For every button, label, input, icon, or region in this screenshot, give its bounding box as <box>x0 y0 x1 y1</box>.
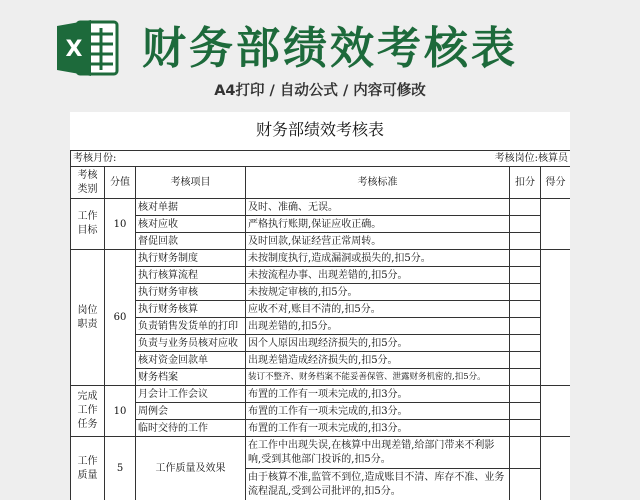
item-cell: 临时交待的工作 <box>136 420 246 437</box>
table-row <box>71 199 571 216</box>
score-cell: 60 <box>105 250 136 386</box>
deduct-cell[interactable] <box>510 284 541 301</box>
document-sheet <box>70 112 570 500</box>
header-result: 得分 <box>541 167 570 199</box>
category-cell: 工作目标 <box>71 199 105 250</box>
deduct-cell[interactable] <box>510 369 541 386</box>
category-cell: 工作质量 <box>71 437 105 500</box>
item-cell: 负责销售发货单的打印 <box>136 318 246 335</box>
header-deduct: 扣分 <box>510 167 541 199</box>
deduct-cell[interactable] <box>510 386 541 403</box>
table-row <box>71 216 571 233</box>
deduct-cell[interactable] <box>510 437 541 469</box>
standard-cell: 布置的工作有一项未完成的,扣3分。 <box>246 403 510 420</box>
table-row <box>71 403 571 420</box>
item-cell: 执行财务制度 <box>136 250 246 267</box>
month-label: 考核月份: <box>71 151 246 167</box>
table-row <box>71 267 571 284</box>
item-cell: 工作质量及效果 <box>136 437 246 500</box>
banner-title: 财务部绩效考核表 <box>142 23 518 74</box>
standard-cell: 由于核算不准,监管不到位,造成账目不清、库存不准、业务流程混乱,受到公司批评的,扣5分。 <box>246 469 510 500</box>
standard-cell: 严格执行账期,保证应收正确。 <box>246 216 510 233</box>
table-row <box>71 318 571 335</box>
result-cell[interactable] <box>541 386 570 437</box>
table-row <box>71 420 571 437</box>
document-title: 财务部绩效考核表 <box>255 120 384 139</box>
item-cell: 月会计工作会议 <box>136 386 246 403</box>
category-cell: 完成工作任务 <box>71 386 105 437</box>
standard-cell: 在工作中出现失误,在核算中出现差错,给部门带来不利影响,受到其他部门投诉的,扣5分。 <box>246 437 510 469</box>
standard-cell: 未按规定审核的,扣5分。 <box>246 284 510 301</box>
table-row <box>71 352 571 369</box>
deduct-cell[interactable] <box>510 352 541 369</box>
deduct-cell[interactable] <box>510 301 541 318</box>
table-row <box>71 233 571 250</box>
table-row <box>71 301 571 318</box>
score-cell: 10 <box>105 386 136 437</box>
item-cell: 核对单据 <box>136 199 246 216</box>
score-cell: 10 <box>105 199 136 250</box>
item-cell: 周例会 <box>136 403 246 420</box>
standard-cell: 未按制度执行,造成漏洞或损失的,扣5分。 <box>246 250 510 267</box>
deduct-cell[interactable] <box>510 267 541 284</box>
item-cell: 财务档案 <box>136 369 246 386</box>
deduct-cell[interactable] <box>510 233 541 250</box>
deduct-cell[interactable] <box>510 403 541 420</box>
standard-cell: 因个人原因出现经济损失的,扣5分。 <box>246 335 510 352</box>
standard-cell: 应收不对,账目不清的,扣5分。 <box>246 301 510 318</box>
result-cell[interactable] <box>541 199 570 250</box>
item-cell: 核对资金回款单 <box>136 352 246 369</box>
item-cell: 执行财务审核 <box>136 284 246 301</box>
table-row <box>71 284 571 301</box>
category-cell: 岗位职责 <box>71 250 105 386</box>
standard-cell: 及时、准确、无误。 <box>246 199 510 216</box>
standard-cell: 出现差错的,扣5分。 <box>246 318 510 335</box>
deduct-cell[interactable] <box>510 420 541 437</box>
deduct-cell[interactable] <box>510 318 541 335</box>
score-cell: 5 <box>105 437 136 500</box>
standard-cell: 未按流程办事、出现差错的,扣5分。 <box>246 267 510 284</box>
result-cell[interactable] <box>541 250 570 386</box>
appraisal-table <box>70 150 570 500</box>
header-category: 考核类别 <box>71 167 105 199</box>
deduct-cell[interactable] <box>510 335 541 352</box>
item-cell: 负责与业务员核对应收 <box>136 335 246 352</box>
table-row <box>71 335 571 352</box>
header-item: 考核项目 <box>136 167 246 199</box>
position-label: 考核岗位:核算员 <box>246 151 570 167</box>
table-row <box>71 386 571 403</box>
table-row <box>71 369 571 386</box>
standard-cell: 布置的工作有一项未完成的,扣3分。 <box>246 386 510 403</box>
item-cell: 督促回款 <box>136 233 246 250</box>
deduct-cell[interactable] <box>510 199 541 216</box>
banner <box>0 0 640 112</box>
standard-cell: 布置的工作有一项未完成的,扣3分。 <box>246 420 510 437</box>
excel-logo-icon <box>55 18 119 78</box>
table-row <box>71 250 571 267</box>
item-cell: 核对应收 <box>136 216 246 233</box>
svg-text:X: X <box>65 37 83 62</box>
header-score: 分值 <box>105 167 136 199</box>
standard-cell: 出现差错造成经济损失的,扣5分。 <box>246 352 510 369</box>
item-cell: 执行核算流程 <box>136 267 246 284</box>
table-row <box>71 437 571 469</box>
result-cell[interactable] <box>541 437 570 500</box>
banner-subtitle: A4打印 / 自动公式 / 内容可修改 <box>214 83 426 99</box>
deduct-cell[interactable] <box>510 250 541 267</box>
standard-cell: 装订不整齐、财务档案不能妥善保管、泄露财务机密的,扣5分。 <box>246 369 510 386</box>
item-cell: 执行财务核算 <box>136 301 246 318</box>
deduct-cell[interactable] <box>510 216 541 233</box>
header-standard: 考核标准 <box>246 167 510 199</box>
standard-cell: 及时回款,保证经营正常周转。 <box>246 233 510 250</box>
deduct-cell[interactable] <box>510 469 541 500</box>
